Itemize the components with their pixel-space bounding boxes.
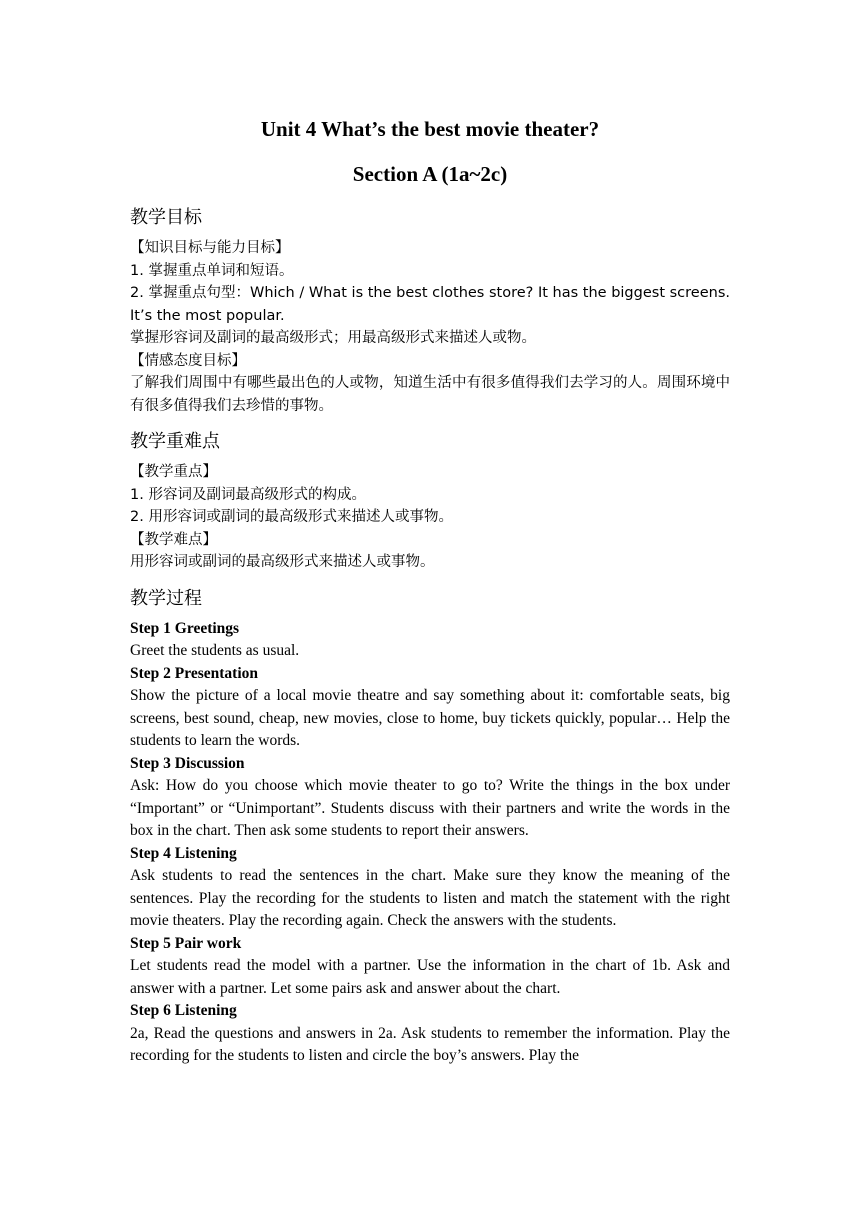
objectives-section [130, 205, 730, 417]
step-2 [130, 663, 730, 753]
document-title: Unit 4 What’s the best movie theater? [260, 117, 600, 141]
step-5 [130, 933, 730, 1001]
objective-item-3: 掌握形容词及副词的最高级形式；用最高级形式来描述人或物。 [130, 330, 536, 346]
objectives-heading: 教学目标 [130, 207, 202, 228]
step-title: Step 6 Listening [130, 1002, 237, 1019]
step-title: Step 5 Pair work [130, 934, 242, 952]
objective-item-2: 2. 掌握重点句型：Which / What is the best clothes store? It has the biggest screens. It’s the most popular. [130, 285, 730, 324]
step-title: Step 1 Greetings [130, 619, 240, 637]
step-text: Show the picture of a local movie theatre and say something about it: comfortable seats, big screens, best sound, cheap, new movies, close to home, buy tickets quickly, popular… Help the students to learn the words. [130, 687, 730, 749]
document-subtitle: Section A (1a~2c) [352, 162, 508, 186]
step-4 [130, 843, 730, 933]
difficulty-text: 用形容词或副词的最高级形式来描述人或事物。 [130, 554, 435, 570]
step-title: Step 3 Discussion [130, 754, 245, 772]
document-page [130, 110, 730, 1068]
step-6 [130, 1000, 730, 1068]
key-points-section [130, 429, 730, 574]
step-title: Step 4 Listening [130, 844, 237, 862]
focus-item-1: 1. 形容词及副词最高级形式的构成。 [130, 486, 366, 503]
step-1 [130, 618, 730, 663]
step-text: Let students read the model with a partner. Use the information in the chart of 1b. Ask and answer with a partner. Let some pairs ask and answer about the chart. [130, 957, 730, 997]
focus-label: 【教学重点】 [130, 464, 217, 480]
process-section [130, 586, 730, 1068]
knowledge-label: 【知识目标与能力目标】 [130, 240, 290, 256]
step-text: Ask: How do you choose which movie theater to go to? Write the things in the box under “Important” or “Unimportant”. Students discuss with their partners and write the words in the box in the chart. Then ask some students to report their answers. [130, 777, 730, 839]
objective-item-1: 1. 掌握重点单词和短语。 [130, 262, 294, 279]
step-text: 2a, Read the questions and answers in 2a. Ask students to remember the information. Play the recording for the students to listen and circle the boy’s answers. Play the [130, 1024, 730, 1064]
emotion-text: 了解我们周围中有哪些最出色的人或物，知道生活中有很多值得我们去学习的人。周围环境中有很多值得我们去珍惜的事物。 [130, 375, 730, 414]
key-points-heading: 教学重难点 [130, 431, 220, 452]
step-text: Greet the students as usual. [130, 642, 300, 659]
process-heading: 教学过程 [130, 587, 202, 609]
step-text: Ask students to read the sentences in the chart. Make sure they know the meaning of the sentences. Play the recording for the students to listen and match the statement with the right movie theaters. Play the recording again. Check the answers with the students. [130, 867, 730, 929]
step-title: Step 2 Presentation [130, 664, 259, 682]
emotion-label: 【情感态度目标】 [130, 352, 246, 369]
step-3 [130, 753, 730, 843]
difficulty-label: 【教学难点】 [130, 531, 217, 548]
focus-item-2: 2. 用形容词或副词的最高级形式来描述人或事物。 [130, 509, 453, 525]
